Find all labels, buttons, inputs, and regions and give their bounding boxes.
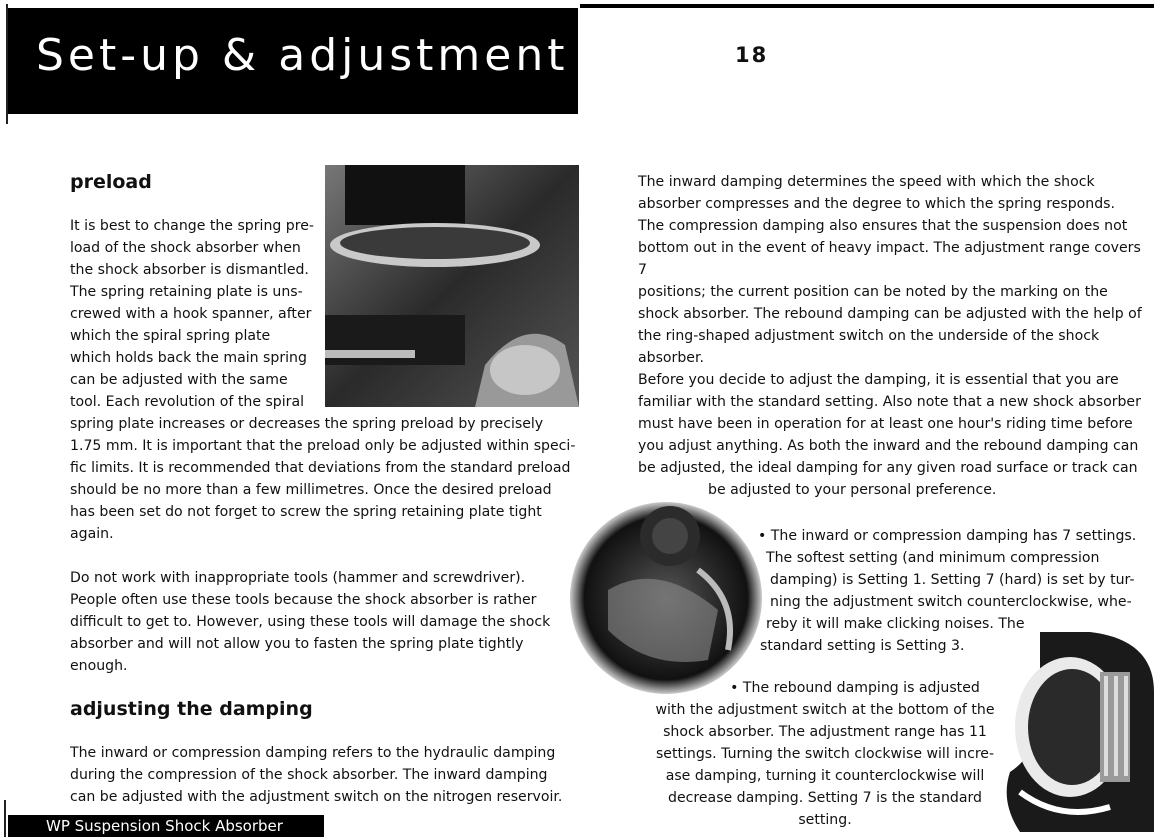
text-line: fic limits. It is recommended that deviations from the standard preload bbox=[70, 460, 571, 476]
damping-heading: adjusting the damping bbox=[70, 698, 313, 720]
text-line: The softest setting (and minimum compression bbox=[766, 550, 1100, 566]
text-line: ning the adjustment switch counterclockwise, whe- bbox=[770, 594, 1132, 610]
text-line: again. bbox=[70, 526, 114, 542]
text-line: spring plate increases or decreases the spring preload by precisely bbox=[70, 416, 544, 432]
right-para-2 bbox=[638, 369, 1143, 501]
text-line: be adjusted, the ideal damping for any given road surface or track can bbox=[638, 460, 1138, 476]
text-line: shock absorber. The adjustment range has 11 bbox=[663, 724, 987, 740]
text-line: People often use these tools because the shock absorber is rather bbox=[70, 592, 537, 608]
text-line: should be no more than a few millimetres. Once the desired preload bbox=[70, 482, 552, 498]
text-line: ase damping, turning it counterclockwise will bbox=[665, 768, 985, 784]
text-line: 1.75 mm. It is important that the preload only be adjusted within speci- bbox=[70, 438, 576, 454]
preload-text-wide bbox=[70, 413, 580, 545]
text-line: standard setting is Setting 3. bbox=[760, 638, 965, 654]
text-line: the shock absorber is dismantled. bbox=[70, 262, 309, 278]
text-line: familiar with the standard setting. Also note that a new shock absorber bbox=[638, 394, 1141, 410]
text-line: decrease damping. Setting 7 is the standard setting. bbox=[668, 790, 982, 828]
text-line: be adjusted to your personal preference. bbox=[708, 482, 997, 498]
text-line: absorber and will not allow you to fasten the spring plate tightly bbox=[70, 636, 524, 652]
text-line: absorber. bbox=[638, 350, 704, 366]
text-line: the ring-shaped adjustment switch on the underside of the shock bbox=[638, 328, 1100, 344]
text-line: enough. bbox=[70, 658, 128, 674]
page-title: Set-up & adjustment bbox=[36, 30, 569, 81]
text-line: • The rebound damping is adjusted bbox=[730, 680, 980, 696]
text-line: shock absorber. The rebound damping can be adjusted with the help of bbox=[638, 306, 1142, 322]
damping-text bbox=[70, 742, 580, 808]
text-line: The spring retaining plate is uns- bbox=[70, 284, 303, 300]
text-line: The compression damping also ensures that the suspension does not bbox=[638, 218, 1128, 234]
text-line: settings. Turning the switch clockwise will incre- bbox=[655, 746, 995, 762]
top-rule bbox=[580, 4, 1154, 8]
preload-heading: preload bbox=[70, 171, 152, 193]
text-line: which holds back the main spring bbox=[70, 350, 307, 366]
page-number: 18 bbox=[735, 43, 769, 67]
text-line: positions; the current position can be noted by the marking on the bbox=[638, 284, 1108, 300]
text-line: reby it will make clicking noises. The bbox=[766, 616, 1025, 632]
text-line: The inward or compression damping refers to the hydraulic damping bbox=[70, 745, 556, 761]
text-line: tool. Each revolution of the spiral bbox=[70, 394, 305, 410]
text-line: which the spiral spring plate bbox=[70, 328, 271, 344]
right-para-1 bbox=[638, 171, 1143, 369]
compression-adjuster-photo bbox=[568, 500, 764, 696]
preload-text-narrow bbox=[70, 215, 320, 413]
text-line: load of the shock absorber when bbox=[70, 240, 301, 256]
text-line: difficult to get to. However, using these tools will damage the shock bbox=[70, 614, 551, 630]
text-line: can be adjusted with the adjustment switch on the nitrogen reservoir. bbox=[70, 789, 563, 805]
text-line: has been set do not forget to screw the spring retaining plate tight bbox=[70, 504, 542, 520]
text-line: damping) is Setting 1. Setting 7 (hard) is set by tur- bbox=[770, 572, 1135, 588]
rebound-adjuster-photo bbox=[1000, 632, 1154, 832]
text-line: absorber compresses and the degree to which the spring responds. bbox=[638, 196, 1115, 212]
text-line: with the adjustment switch at the bottom of the bbox=[655, 702, 995, 718]
text-line: crewed with a hook spanner, after bbox=[70, 306, 312, 322]
spring-preload-photo bbox=[325, 165, 579, 407]
bottom-margin-rule bbox=[4, 800, 6, 837]
text-line: you adjust anything. As both the inward and the rebound damping can bbox=[638, 438, 1139, 454]
tools-warning-text bbox=[70, 567, 580, 677]
rebound-bullet bbox=[640, 677, 1010, 831]
text-line: • The inward or compression damping has 7 settings. bbox=[758, 528, 1137, 544]
footer-label: WP Suspension Shock Absorber bbox=[46, 817, 283, 835]
text-line: It is best to change the spring pre- bbox=[70, 218, 314, 234]
text-line: can be adjusted with the same bbox=[70, 372, 288, 388]
text-line: bottom out in the event of heavy impact. The adjustment range covers 7 bbox=[638, 240, 1141, 278]
text-line: Before you decide to adjust the damping, it is essential that you are bbox=[638, 372, 1119, 388]
text-line: The inward damping determines the speed with which the shock bbox=[638, 174, 1095, 190]
text-line: must have been in operation for at least one hour's riding time before bbox=[638, 416, 1133, 432]
text-line: Do not work with inappropriate tools (hammer and screwdriver). bbox=[70, 570, 526, 586]
text-line: during the compression of the shock absorber. The inward damping bbox=[70, 767, 548, 783]
